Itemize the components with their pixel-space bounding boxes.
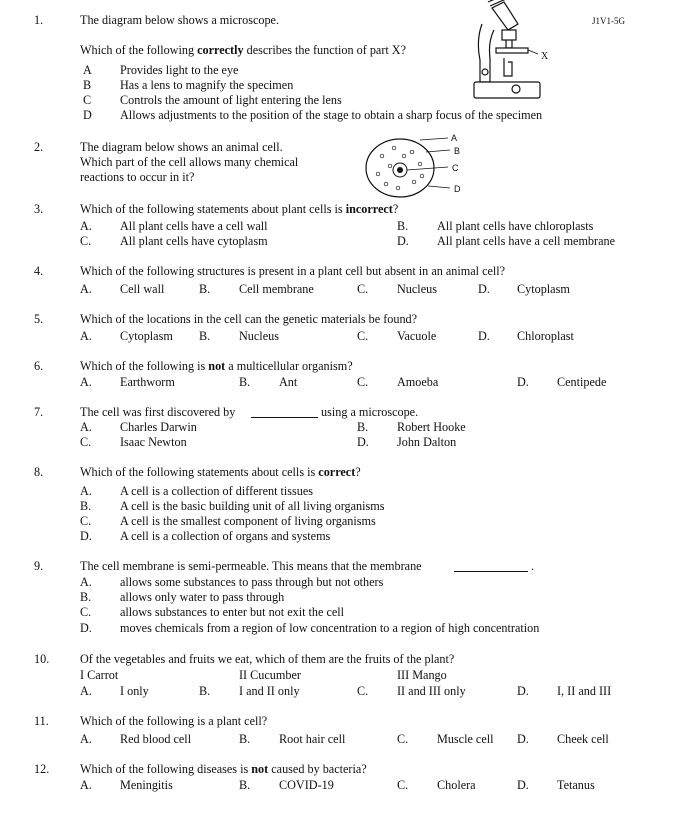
microscope-diagram xyxy=(468,0,568,104)
q1-option-letter: C xyxy=(83,93,92,107)
q5-number: 5. xyxy=(34,312,44,326)
animal-cell-diagram xyxy=(364,134,464,202)
q8-option-letter: B. xyxy=(80,499,92,513)
q10-item-2: II Cucumber xyxy=(239,668,301,682)
q9-option-b: allows only water to pass through xyxy=(120,590,285,604)
q10-stem: Of the vegetables and fruits we eat, which of them are the fruits of the plant? xyxy=(80,652,455,666)
q11-option-d: Cheek cell xyxy=(557,732,609,746)
q6-option-letter: B. xyxy=(239,375,251,389)
q1-number: 1. xyxy=(34,13,44,27)
q9-option-c: allows substances to enter but not exit the cell xyxy=(120,605,345,619)
q6-option-letter: C. xyxy=(357,375,369,389)
q8-option-d: A cell is a collection of organs and systems xyxy=(120,529,331,543)
q1-intro: The diagram below shows a microscope. xyxy=(80,13,280,27)
q7-stem-start: The cell was first discovered by xyxy=(80,405,236,419)
q11-option-a: Red blood cell xyxy=(120,732,192,746)
q4-option-b: Cell membrane xyxy=(239,282,314,296)
q10-option-letter: A. xyxy=(80,684,92,698)
q12-option-d: Tetanus xyxy=(557,778,595,792)
q4-option-c: Nucleus xyxy=(397,282,437,296)
q9-option-letter: A. xyxy=(80,575,92,589)
q7-answer-blank xyxy=(251,405,318,418)
q1-option-a: Provides light to the eye xyxy=(120,63,239,77)
q1-option-b: Has a lens to magnify the specimen xyxy=(120,78,294,92)
q10-option-d: I, II and III xyxy=(557,684,612,698)
q4-option-a: Cell wall xyxy=(120,282,165,296)
q4-option-letter: A. xyxy=(80,282,92,296)
q11-option-letter: B. xyxy=(239,732,251,746)
q7-option-c: Isaac Newton xyxy=(120,435,187,449)
q12-option-letter: B. xyxy=(239,778,251,792)
q8-number: 8. xyxy=(34,465,44,479)
q2-line-1: The diagram below shows an animal cell. xyxy=(80,140,283,154)
q8-option-c: A cell is the smallest component of living organisms xyxy=(120,514,376,528)
q9-number: 9. xyxy=(34,559,44,573)
q2-number: 2. xyxy=(34,140,44,154)
q12-stem: Which of the following diseases is not caused by bacteria? xyxy=(80,762,367,776)
q5-option-letter: D. xyxy=(478,329,490,343)
cell-label-b: B xyxy=(454,146,461,156)
q1-stem: Which of the following correctly describes the function of part X? xyxy=(80,43,407,57)
q7-option-letter: D. xyxy=(357,435,369,449)
q11-option-letter: A. xyxy=(80,732,92,746)
q7-option-letter: A. xyxy=(80,420,92,434)
microscope-label-x: X xyxy=(541,51,549,62)
q1-option-letter: B xyxy=(83,78,92,92)
q7-number: 7. xyxy=(34,405,44,419)
q8-option-letter: D. xyxy=(80,529,92,543)
q9-option-letter: D. xyxy=(80,621,92,635)
q9-option-letter: B. xyxy=(80,590,92,604)
q11-stem: Which of the following is a plant cell? xyxy=(80,714,268,728)
q3-option-letter: B. xyxy=(397,219,409,233)
q5-option-a: Cytoplasm xyxy=(120,329,173,343)
q7-option-d: John Dalton xyxy=(397,435,457,449)
q6-number: 6. xyxy=(34,359,44,373)
q7-option-letter: B. xyxy=(357,420,369,434)
q10-option-letter: D. xyxy=(517,684,529,698)
q7-option-letter: C. xyxy=(80,435,92,449)
q11-option-b: Root hair cell xyxy=(279,732,346,746)
q10-option-b: I and II only xyxy=(239,684,300,698)
q9-answer-blank xyxy=(454,559,528,572)
q4-stem: Which of the following structures is present in a plant cell but absent in an animal cell? xyxy=(80,264,506,278)
q1-option-letter: D xyxy=(83,108,92,122)
cell-label-c: C xyxy=(452,163,459,173)
q4-option-d: Cytoplasm xyxy=(517,282,570,296)
q9-stem-end: . xyxy=(531,559,535,573)
q7-option-a: Charles Darwin xyxy=(120,420,197,434)
q6-option-d: Centipede xyxy=(557,375,607,389)
q11-number: 11. xyxy=(34,714,49,728)
q6-option-letter: A. xyxy=(80,375,92,389)
q3-option-c: All plant cells have cytoplasm xyxy=(120,234,268,248)
q12-option-letter: C. xyxy=(397,778,409,792)
q12-number: 12. xyxy=(34,762,50,776)
q4-number: 4. xyxy=(34,264,44,278)
q6-option-c: Amoeba xyxy=(397,375,439,389)
q10-option-letter: C. xyxy=(357,684,369,698)
q5-option-letter: B. xyxy=(199,329,211,343)
q5-option-b: Nucleus xyxy=(239,329,279,343)
q12-option-b: COVID-19 xyxy=(279,778,334,792)
q8-option-a: A cell is a collection of different tissues xyxy=(120,484,314,498)
q9-option-d: moves chemicals from a region of low concentration to a region of high concentration xyxy=(120,621,540,635)
q5-option-letter: C. xyxy=(357,329,369,343)
q3-number: 3. xyxy=(34,202,44,216)
q5-option-d: Chloroplast xyxy=(517,329,574,343)
q6-option-b: Ant xyxy=(279,375,298,389)
q11-option-letter: D. xyxy=(517,732,529,746)
q7-option-b: Robert Hooke xyxy=(397,420,466,434)
q4-option-letter: C. xyxy=(357,282,369,296)
q10-item-1: I Carrot xyxy=(80,668,119,682)
q9-stem: The cell membrane is semi-permeable. This means that the membrane xyxy=(80,559,422,573)
q3-option-a: All plant cells have a cell wall xyxy=(120,219,268,233)
q1-option-d: Allows adjustments to the position of the stage to obtain a sharp focus of the specimen xyxy=(120,108,543,122)
q12-option-a: Meningitis xyxy=(120,778,173,792)
q1-option-c: Controls the amount of light entering the lens xyxy=(120,93,342,107)
q5-stem: Which of the locations in the cell can the genetic materials be found? xyxy=(80,312,418,326)
q3-option-d: All plant cells have a cell membrane xyxy=(437,234,615,248)
cell-label-a: A xyxy=(451,133,458,143)
q4-option-letter: D. xyxy=(478,282,490,296)
q8-option-b: A cell is the basic building unit of all living organisms xyxy=(120,499,385,513)
q8-option-letter: A. xyxy=(80,484,92,498)
q3-stem: Which of the following statements about plant cells is incorrect? xyxy=(80,202,399,216)
q6-option-letter: D. xyxy=(517,375,529,389)
q4-option-letter: B. xyxy=(199,282,211,296)
q11-option-c: Muscle cell xyxy=(437,732,494,746)
q2-line-3: reactions to occur in it? xyxy=(80,170,195,184)
q8-option-letter: C. xyxy=(80,514,92,528)
q10-item-3: III Mango xyxy=(397,668,447,682)
q3-option-letter: A. xyxy=(80,219,92,233)
q12-option-letter: D. xyxy=(517,778,529,792)
q12-option-letter: A. xyxy=(80,778,92,792)
q7-stem-end: using a microscope. xyxy=(321,405,419,419)
q10-option-a: I only xyxy=(120,684,149,698)
q2-line-2: Which part of the cell allows many chemical xyxy=(80,155,299,169)
q3-option-b: All plant cells have chloroplasts xyxy=(437,219,594,233)
q12-option-c: Cholera xyxy=(437,778,476,792)
q1-option-letter: A xyxy=(83,63,92,77)
q3-option-letter: C. xyxy=(80,234,92,248)
q9-option-letter: C. xyxy=(80,605,92,619)
q3-option-letter: D. xyxy=(397,234,409,248)
paper-code: J1V1-5G xyxy=(592,16,625,26)
q5-option-letter: A. xyxy=(80,329,92,343)
cell-label-d: D xyxy=(454,184,461,194)
q5-option-c: Vacuole xyxy=(397,329,437,343)
q6-stem: Which of the following is not a multicellular organism? xyxy=(80,359,353,373)
q11-option-letter: C. xyxy=(397,732,409,746)
q10-option-c: II and III only xyxy=(397,684,466,698)
q9-option-a: allows some substances to pass through but not others xyxy=(120,575,384,589)
q6-option-a: Earthworm xyxy=(120,375,175,389)
q10-option-letter: B. xyxy=(199,684,211,698)
q8-stem: Which of the following statements about cells is correct? xyxy=(80,465,361,479)
q10-number: 10. xyxy=(34,652,50,666)
